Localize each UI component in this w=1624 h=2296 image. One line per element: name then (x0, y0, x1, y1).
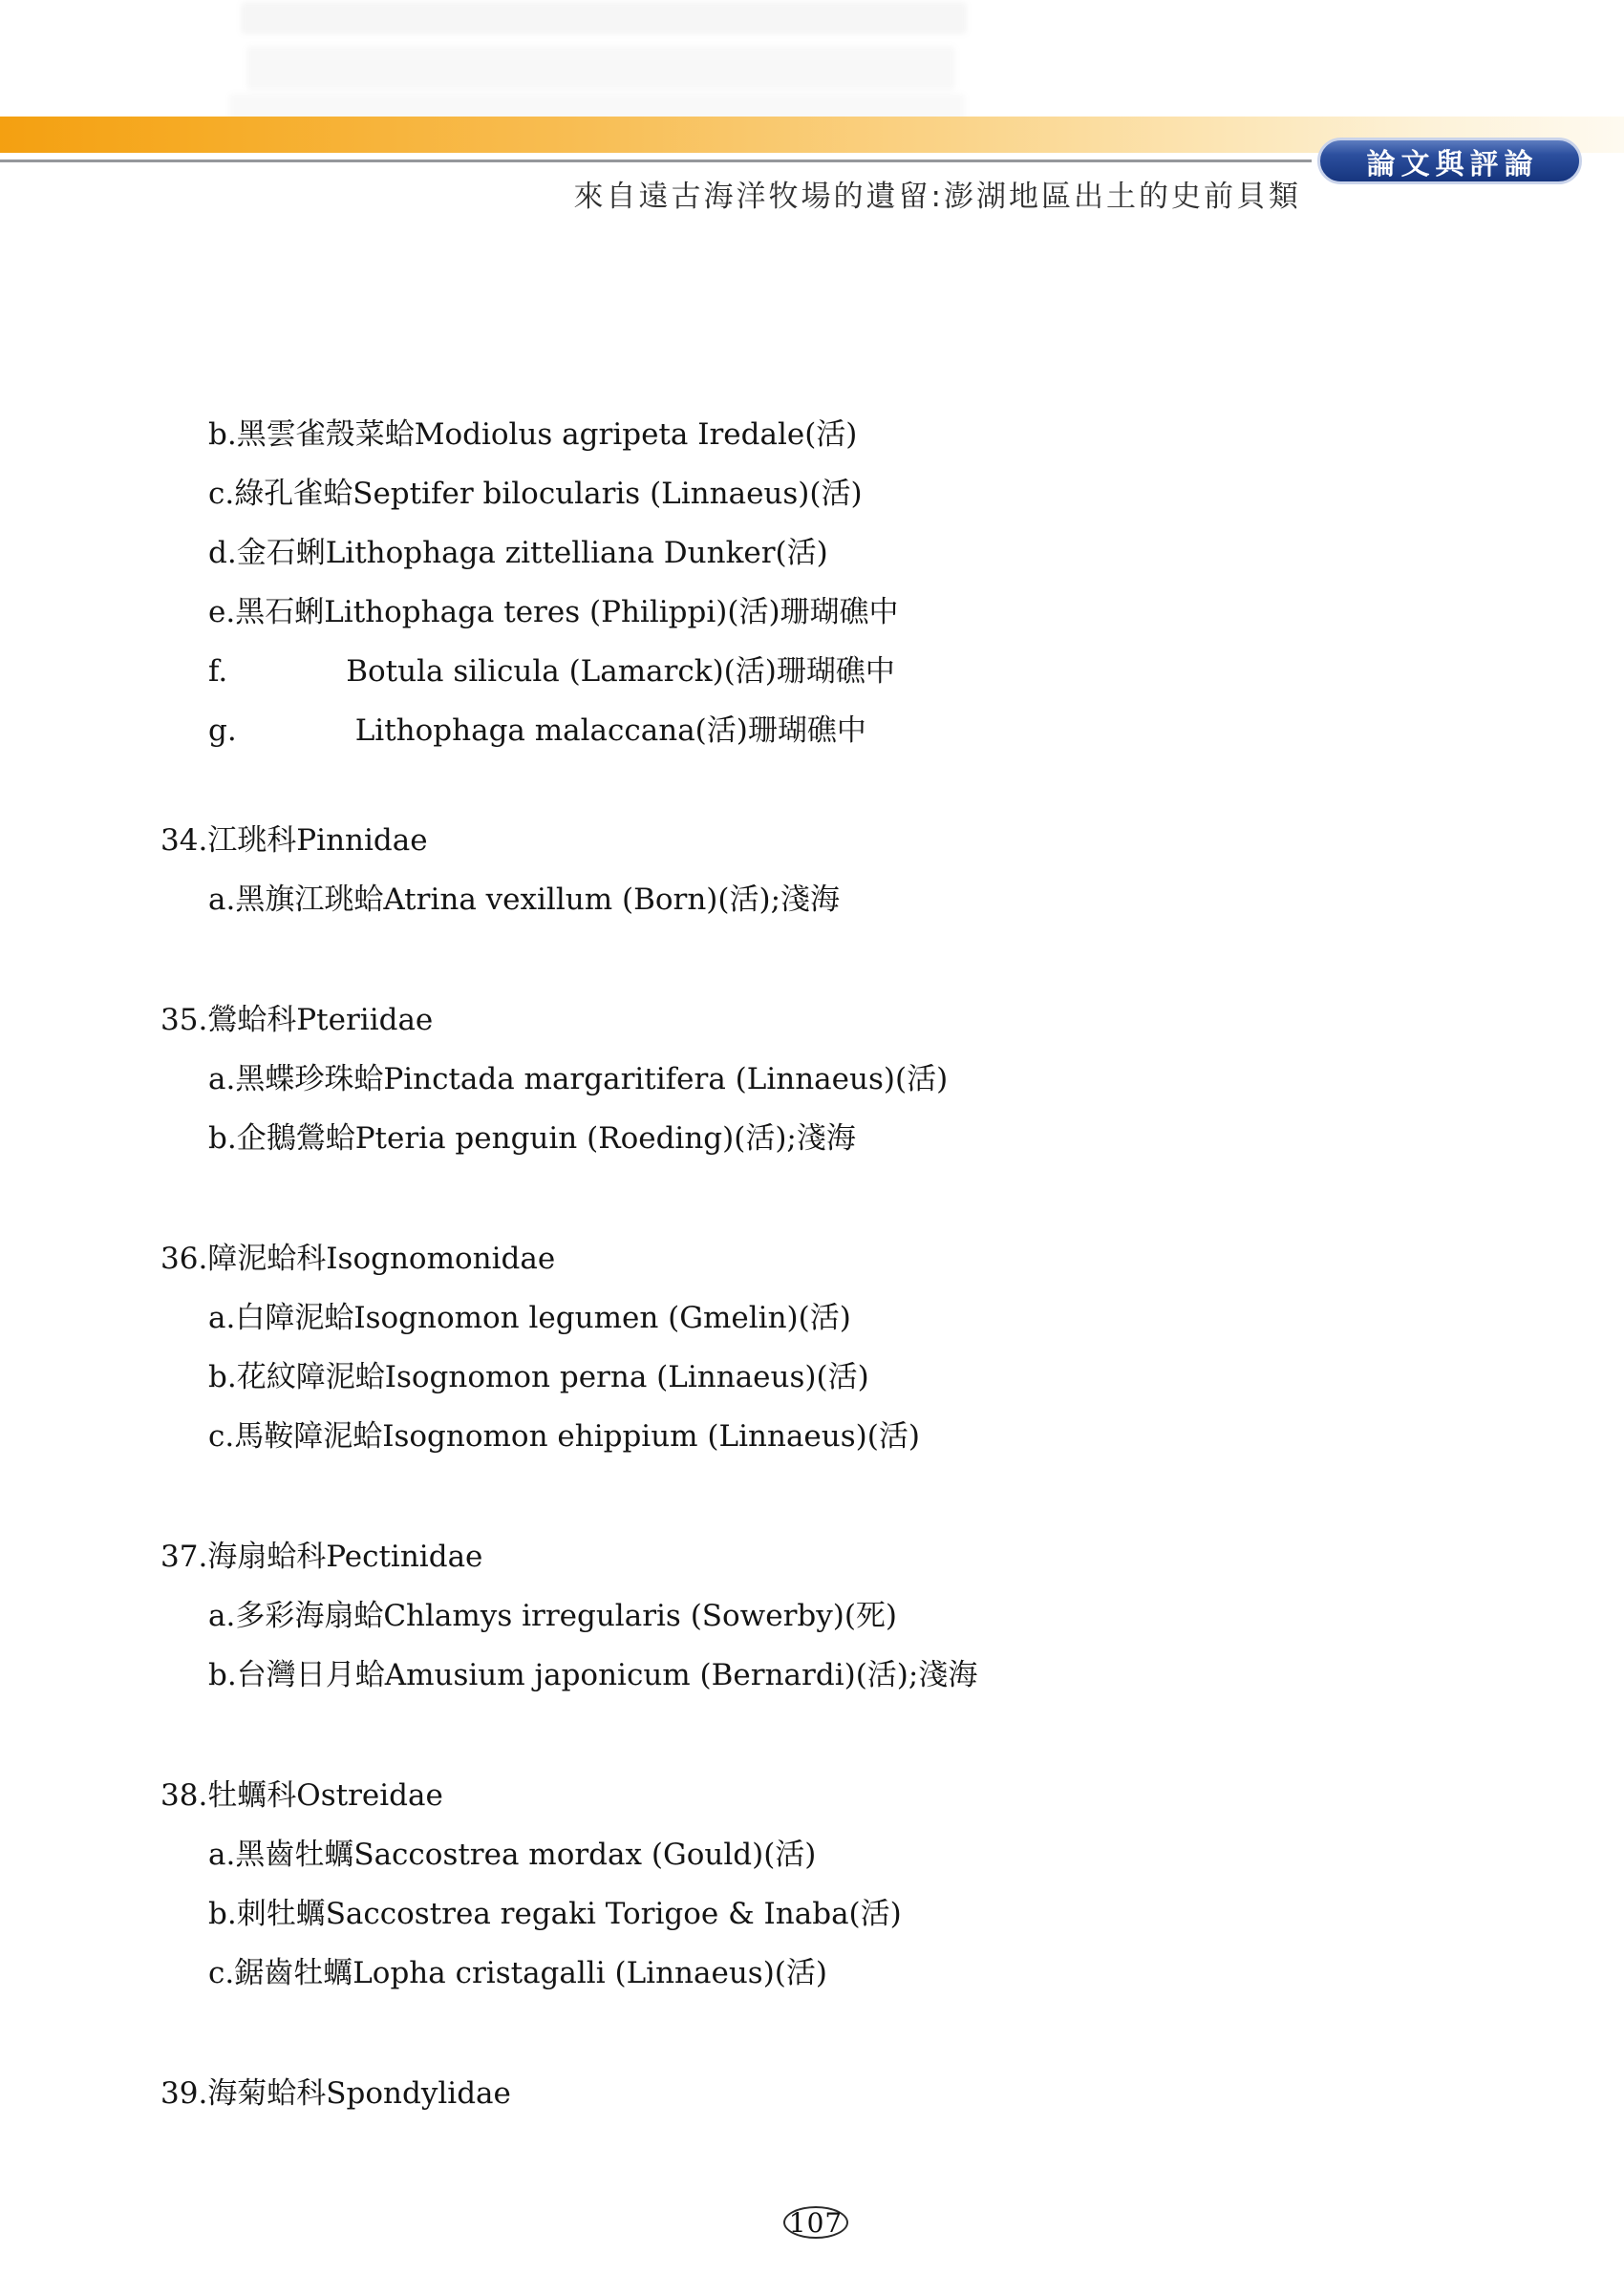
family-heading: 38.牡蠣科Ostreidae (160, 1778, 443, 1813)
section-category-badge: 論文與評論 (1317, 138, 1582, 184)
family-heading: 37.海扇蛤科Pectinidae (160, 1540, 483, 1574)
species-item: a.白障泥蛤Isognomon legumen (Gmelin)(活) (208, 1301, 851, 1335)
species-item: b.台灣日月蛤Amusium japonicum (Bernardi)(活);淺海 (208, 1658, 978, 1692)
species-list (0, 405, 1624, 2123)
species-item: e.黑石蜊Lithophaga teres (Philippi)(活)珊瑚礁中 (208, 595, 899, 629)
species-item: b.企鵝鶯蛤Pteria penguin (Roeding)(活);淺海 (208, 1121, 856, 1156)
bleedthrough-ghost-text (246, 46, 955, 90)
family-heading: 36.障泥蛤科Isognomonidae (160, 1242, 556, 1276)
species-item: c.馬鞍障泥蛤Isognomon ehippium (Linnaeus)(活) (208, 1419, 920, 1454)
family-heading: 35.鶯蛤科Pteriidae (160, 1003, 434, 1037)
family-heading: 39.海菊蛤科Spondylidae (160, 2076, 511, 2111)
species-item: f. Botula silicula (Lamarck)(活)珊瑚礁中 (208, 654, 895, 689)
header-rule-line (0, 159, 1312, 162)
bleedthrough-ghost-text (241, 2, 967, 34)
species-item: c.鋸齒牡蠣Lopha cristagalli (Linnaeus)(活) (208, 1956, 827, 1990)
species-item: b.花紋障泥蛤Isognomon perna (Linnaeus)(活) (208, 1360, 869, 1394)
species-item: a.黑齒牡蠣Saccostrea mordax (Gould)(活) (208, 1838, 817, 1872)
species-item: b.刺牡蠣Saccostrea regaki Torigoe & Inaba(活) (208, 1897, 902, 1931)
page-number: 107 (783, 2206, 848, 2239)
species-item: g. Lithophaga malaccana(活)珊瑚礁中 (208, 713, 866, 748)
species-item: a.多彩海扇蛤Chlamys irregularis (Sowerby)(死) (208, 1599, 898, 1633)
species-item: a.黑旗江珧蛤Atrina vexillum (Born)(活);淺海 (208, 882, 841, 917)
species-item: d.金石蜊Lithophaga zittelliana Dunker(活) (208, 536, 828, 570)
species-item: a.黑蝶珍珠蛤Pinctada margaritifera (Linnaeus)(活) (208, 1062, 949, 1096)
species-item: c.綠孔雀蛤Septifer bilocularis (Linnaeus)(活) (208, 477, 863, 511)
family-heading: 34.江珧科Pinnidae (160, 823, 428, 858)
species-item: b.黑雲雀殼菜蛤Modiolus agripeta Iredale(活) (208, 417, 858, 452)
running-head-title: 來自遠古海洋牧場的遺留:澎湖地區出土的史前貝類 (573, 180, 1301, 214)
